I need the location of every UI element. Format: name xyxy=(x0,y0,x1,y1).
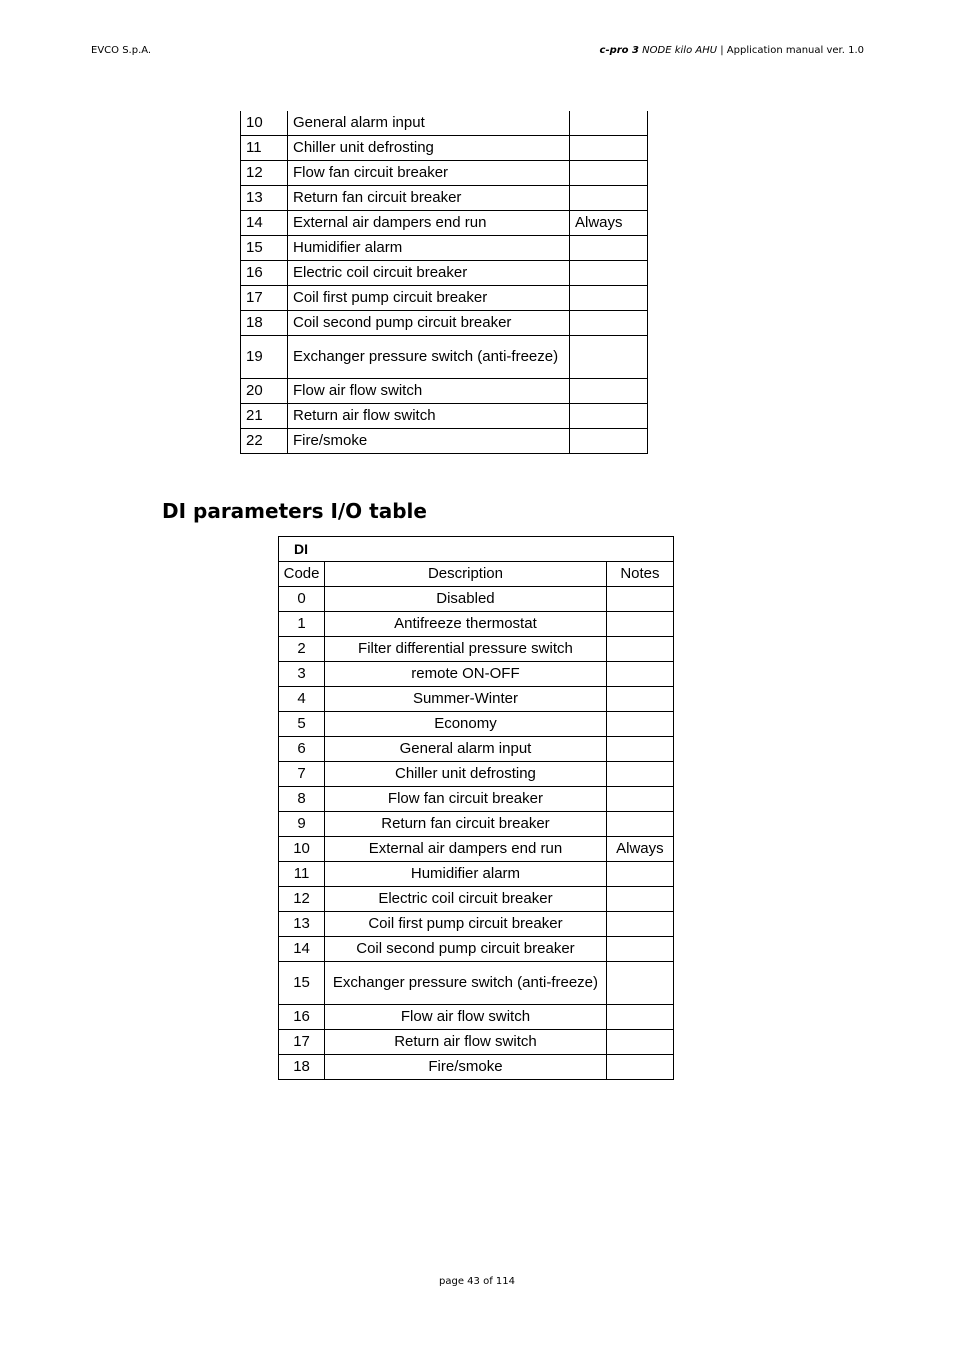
cell-code: 0 xyxy=(279,587,325,612)
cell-code: 15 xyxy=(279,962,325,1005)
cell-code: 16 xyxy=(241,261,288,286)
cell-code: 7 xyxy=(279,762,325,787)
table-group-header-row xyxy=(279,537,674,562)
cell-notes xyxy=(606,1030,673,1055)
table-row xyxy=(241,236,648,261)
table-row xyxy=(279,687,674,712)
table-row xyxy=(241,186,648,211)
cell-code: 12 xyxy=(279,887,325,912)
table-row xyxy=(241,336,648,379)
header-product-rest: NODE kilo AHU xyxy=(639,45,718,56)
cell-description: remote ON-OFF xyxy=(325,662,607,687)
cell-description: Fire/smoke xyxy=(288,429,570,454)
cell-description: Coil first pump circuit breaker xyxy=(325,912,607,937)
table-row xyxy=(279,1030,674,1055)
table-row xyxy=(279,712,674,737)
table-row xyxy=(241,286,648,311)
cell-code: 2 xyxy=(279,637,325,662)
cell-code: 14 xyxy=(241,211,288,236)
cell-description: Summer-Winter xyxy=(325,687,607,712)
header-document-title xyxy=(600,45,864,56)
cell-code: 16 xyxy=(279,1005,325,1030)
cell-description: Coil second pump circuit breaker xyxy=(288,311,570,336)
table-row xyxy=(241,161,648,186)
cell-description: Coil second pump circuit breaker xyxy=(325,937,607,962)
cell-notes xyxy=(570,161,648,186)
cell-description: Filter differential pressure switch xyxy=(325,637,607,662)
table-row xyxy=(279,912,674,937)
table-row xyxy=(241,429,648,454)
cell-code: 12 xyxy=(241,161,288,186)
cell-code: 15 xyxy=(241,236,288,261)
table-row xyxy=(241,311,648,336)
table-row xyxy=(279,962,674,1005)
cell-description: Flow fan circuit breaker xyxy=(288,161,570,186)
cell-description: Return fan circuit breaker xyxy=(325,812,607,837)
cell-description: Return air flow switch xyxy=(288,404,570,429)
cell-description: Return air flow switch xyxy=(325,1030,607,1055)
cell-notes xyxy=(606,912,673,937)
table-row xyxy=(279,787,674,812)
cell-notes xyxy=(570,311,648,336)
cell-description: External air dampers end run xyxy=(325,837,607,862)
table-column-header-row xyxy=(279,562,674,587)
cell-notes xyxy=(606,662,673,687)
cell-notes: Always xyxy=(606,837,673,862)
cell-notes xyxy=(606,812,673,837)
cell-description: Economy xyxy=(325,712,607,737)
table-row xyxy=(279,1005,674,1030)
cell-notes xyxy=(606,612,673,637)
cell-notes xyxy=(570,286,648,311)
cell-description: Electric coil circuit breaker xyxy=(288,261,570,286)
cell-code: 18 xyxy=(241,311,288,336)
cell-code: 22 xyxy=(241,429,288,454)
table-row xyxy=(241,404,648,429)
cell-notes xyxy=(606,587,673,612)
cell-notes xyxy=(606,962,673,1005)
cell-notes xyxy=(606,887,673,912)
cell-code: 6 xyxy=(279,737,325,762)
cell-notes xyxy=(570,404,648,429)
table-row xyxy=(279,887,674,912)
section-title: DI parameters I/O table xyxy=(162,499,427,523)
cell-description: Flow air flow switch xyxy=(288,379,570,404)
cell-description: Exchanger pressure switch (anti-freeze) xyxy=(325,962,607,1005)
cell-code: 4 xyxy=(279,687,325,712)
cell-code: 21 xyxy=(241,404,288,429)
cell-description: Electric coil circuit breaker xyxy=(325,887,607,912)
table-row xyxy=(279,762,674,787)
cell-code: 9 xyxy=(279,812,325,837)
cell-notes xyxy=(570,429,648,454)
previous-io-table xyxy=(240,111,648,454)
cell-description: Disabled xyxy=(325,587,607,612)
cell-notes xyxy=(606,637,673,662)
cell-notes xyxy=(570,336,648,379)
cell-notes xyxy=(606,687,673,712)
cell-code: 17 xyxy=(241,286,288,311)
cell-notes xyxy=(606,787,673,812)
cell-description: Return fan circuit breaker xyxy=(288,186,570,211)
column-header-notes: Notes xyxy=(606,562,673,587)
cell-notes xyxy=(606,712,673,737)
cell-notes xyxy=(606,1005,673,1030)
header-product xyxy=(600,45,718,56)
cell-description: Chiller unit defrosting xyxy=(325,762,607,787)
table-row xyxy=(241,111,648,136)
cell-description: Humidifier alarm xyxy=(288,236,570,261)
table-row xyxy=(279,737,674,762)
cell-code: 17 xyxy=(279,1030,325,1055)
table-row xyxy=(279,587,674,612)
cell-description: Humidifier alarm xyxy=(325,862,607,887)
table-row xyxy=(279,812,674,837)
cell-notes xyxy=(570,261,648,286)
cell-description: Chiller unit defrosting xyxy=(288,136,570,161)
cell-description: General alarm input xyxy=(325,737,607,762)
cell-notes xyxy=(570,186,648,211)
table-row xyxy=(241,379,648,404)
cell-code: 18 xyxy=(279,1055,325,1080)
cell-code: 14 xyxy=(279,937,325,962)
cell-description: Antifreeze thermostat xyxy=(325,612,607,637)
column-header-code: Code xyxy=(279,562,325,587)
table-row xyxy=(279,612,674,637)
table-row xyxy=(241,261,648,286)
cell-description: Exchanger pressure switch (anti-freeze) xyxy=(288,336,570,379)
table-row xyxy=(279,937,674,962)
table-row xyxy=(279,637,674,662)
cell-code: 13 xyxy=(241,186,288,211)
table-row xyxy=(279,1055,674,1080)
cell-notes xyxy=(570,136,648,161)
cell-description: Flow fan circuit breaker xyxy=(325,787,607,812)
cell-code: 10 xyxy=(241,111,288,136)
cell-code: 5 xyxy=(279,712,325,737)
cell-description: Fire/smoke xyxy=(325,1055,607,1080)
cell-notes: Always xyxy=(570,211,648,236)
cell-description: Flow air flow switch xyxy=(325,1005,607,1030)
column-header-description: Description xyxy=(325,562,607,587)
cell-notes xyxy=(570,379,648,404)
cell-code: 1 xyxy=(279,612,325,637)
header-manual-version: | Application manual ver. 1.0 xyxy=(717,45,864,56)
cell-notes xyxy=(606,1055,673,1080)
cell-description: Coil first pump circuit breaker xyxy=(288,286,570,311)
cell-notes xyxy=(606,937,673,962)
cell-code: 19 xyxy=(241,336,288,379)
cell-notes xyxy=(570,111,648,136)
cell-code: 10 xyxy=(279,837,325,862)
cell-description: General alarm input xyxy=(288,111,570,136)
table-row xyxy=(241,211,648,236)
header-product-bold: c-pro 3 xyxy=(599,45,639,56)
di-parameters-io-table xyxy=(278,536,674,1080)
table-row xyxy=(279,837,674,862)
cell-code: 3 xyxy=(279,662,325,687)
cell-description: External air dampers end run xyxy=(288,211,570,236)
table-group-label: DI xyxy=(279,537,674,562)
cell-code: 20 xyxy=(241,379,288,404)
header-company: EVCO S.p.A. xyxy=(91,45,152,56)
page-number: page 43 of 114 xyxy=(439,1276,515,1287)
cell-notes xyxy=(570,236,648,261)
cell-code: 11 xyxy=(279,862,325,887)
cell-code: 8 xyxy=(279,787,325,812)
cell-code: 13 xyxy=(279,912,325,937)
cell-notes xyxy=(606,762,673,787)
table-row xyxy=(279,862,674,887)
cell-notes xyxy=(606,737,673,762)
cell-notes xyxy=(606,862,673,887)
table-row xyxy=(279,662,674,687)
table-row xyxy=(241,136,648,161)
cell-code: 11 xyxy=(241,136,288,161)
